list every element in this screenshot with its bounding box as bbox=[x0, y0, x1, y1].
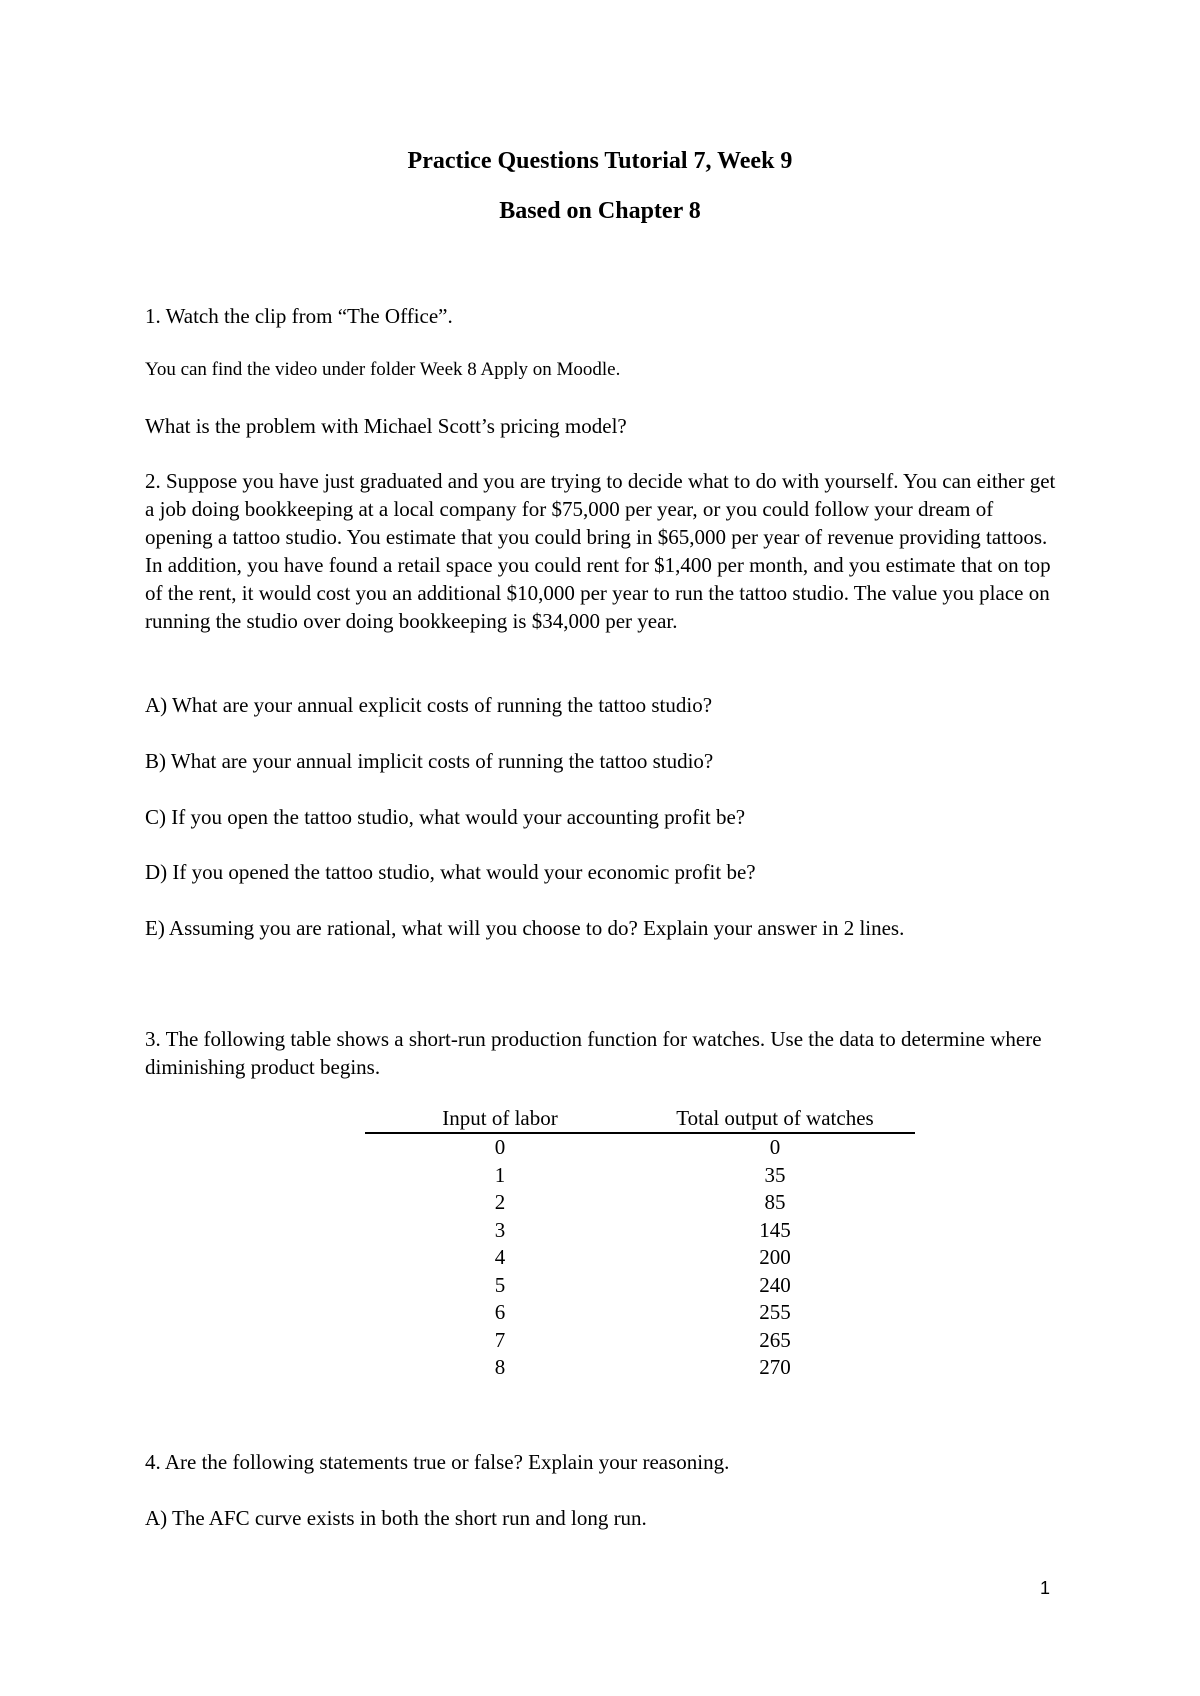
question-2-part-d: D) If you opened the tattoo studio, what would your economic profit be? bbox=[145, 860, 756, 884]
output-cell: 240 bbox=[759, 1272, 791, 1297]
output-cell: 265 bbox=[759, 1327, 791, 1352]
question-2-part-c: C) If you open the tattoo studio, what would your accounting profit be? bbox=[145, 805, 746, 829]
output-cell: 85 bbox=[764, 1190, 786, 1214]
table-row bbox=[365, 1162, 915, 1190]
question-1: 1. Watch the clip from “The Office”. bbox=[145, 304, 453, 328]
column-header-output: Total output of watches bbox=[635, 1106, 915, 1133]
labor-cell: 3 bbox=[494, 1217, 506, 1242]
labor-cell: 7 bbox=[494, 1327, 506, 1352]
question-4-part-a: A) The AFC curve exists in both the short run and long run. bbox=[145, 1506, 647, 1530]
labor-cell: 1 bbox=[494, 1162, 506, 1187]
table-row bbox=[365, 1244, 915, 1272]
labor-cell: 5 bbox=[494, 1272, 506, 1297]
labor-cell: 0 bbox=[494, 1135, 506, 1159]
output-cell: 255 bbox=[759, 1300, 791, 1324]
question-2-part-a: A) What are your annual explicit costs of running the tattoo studio? bbox=[145, 693, 713, 717]
output-cell: 0 bbox=[769, 1135, 781, 1159]
output-cell: 145 bbox=[759, 1217, 791, 1242]
question-2-part-b: B) What are your annual implicit costs of running the tattoo studio? bbox=[145, 749, 714, 773]
table-row bbox=[365, 1189, 915, 1217]
table-row bbox=[365, 1272, 915, 1300]
labor-cell: 4 bbox=[494, 1245, 506, 1269]
question-1-instruction: You can find the video under folder Week 8 Apply on Moodle. bbox=[145, 359, 621, 380]
document-title: Practice Questions Tutorial 7, Week 9 bbox=[407, 148, 793, 174]
question-2-intro: 2. Suppose you have just graduated and you are trying to decide what to do with yourself. You can either get a job doing bookkeeping at a local company for $75,000 per year, or you could follow your dream of opening a tattoo studio. You estimate that you could bring in $65,000 per year of revenue providing tattoos. In addition, you have found a retail space you could rent for $1,400 per month, and you estimate that on top of the rent, it would cost you an additional $10,000 per year to run the tattoo studio. The value you place on running the studio over doing bookkeeping is $34,000 per year. bbox=[145, 469, 1056, 633]
labor-cell: 8 bbox=[494, 1355, 506, 1379]
table-header-row bbox=[365, 1106, 915, 1133]
labor-cell: 2 bbox=[494, 1190, 506, 1214]
table-row bbox=[365, 1133, 915, 1162]
document-subtitle: Based on Chapter 8 bbox=[499, 198, 701, 224]
question-4-intro: 4. Are the following statements true or false? Explain your reasoning. bbox=[145, 1450, 730, 1474]
output-cell: 35 bbox=[764, 1162, 786, 1187]
output-cell: 200 bbox=[759, 1245, 791, 1269]
column-header-labor: Input of labor bbox=[365, 1106, 635, 1133]
question-3-intro: 3. The following table shows a short-run production function for watches. Use the data to determine where diminishing product begins. bbox=[145, 1027, 1042, 1079]
table-row bbox=[365, 1354, 915, 1382]
table-row bbox=[365, 1217, 915, 1245]
output-cell: 270 bbox=[759, 1355, 791, 1379]
production-table bbox=[365, 1106, 915, 1382]
table-row bbox=[365, 1299, 915, 1327]
table-body bbox=[365, 1133, 915, 1382]
labor-cell: 6 bbox=[494, 1300, 506, 1324]
table-row bbox=[365, 1327, 915, 1355]
question-2-part-e: E) Assuming you are rational, what will you choose to do? Explain your answer in 2 lines. bbox=[145, 916, 905, 940]
question-1-prompt: What is the problem with Michael Scott’s pricing model? bbox=[145, 414, 627, 438]
page-number: 1 bbox=[1040, 1578, 1051, 1598]
